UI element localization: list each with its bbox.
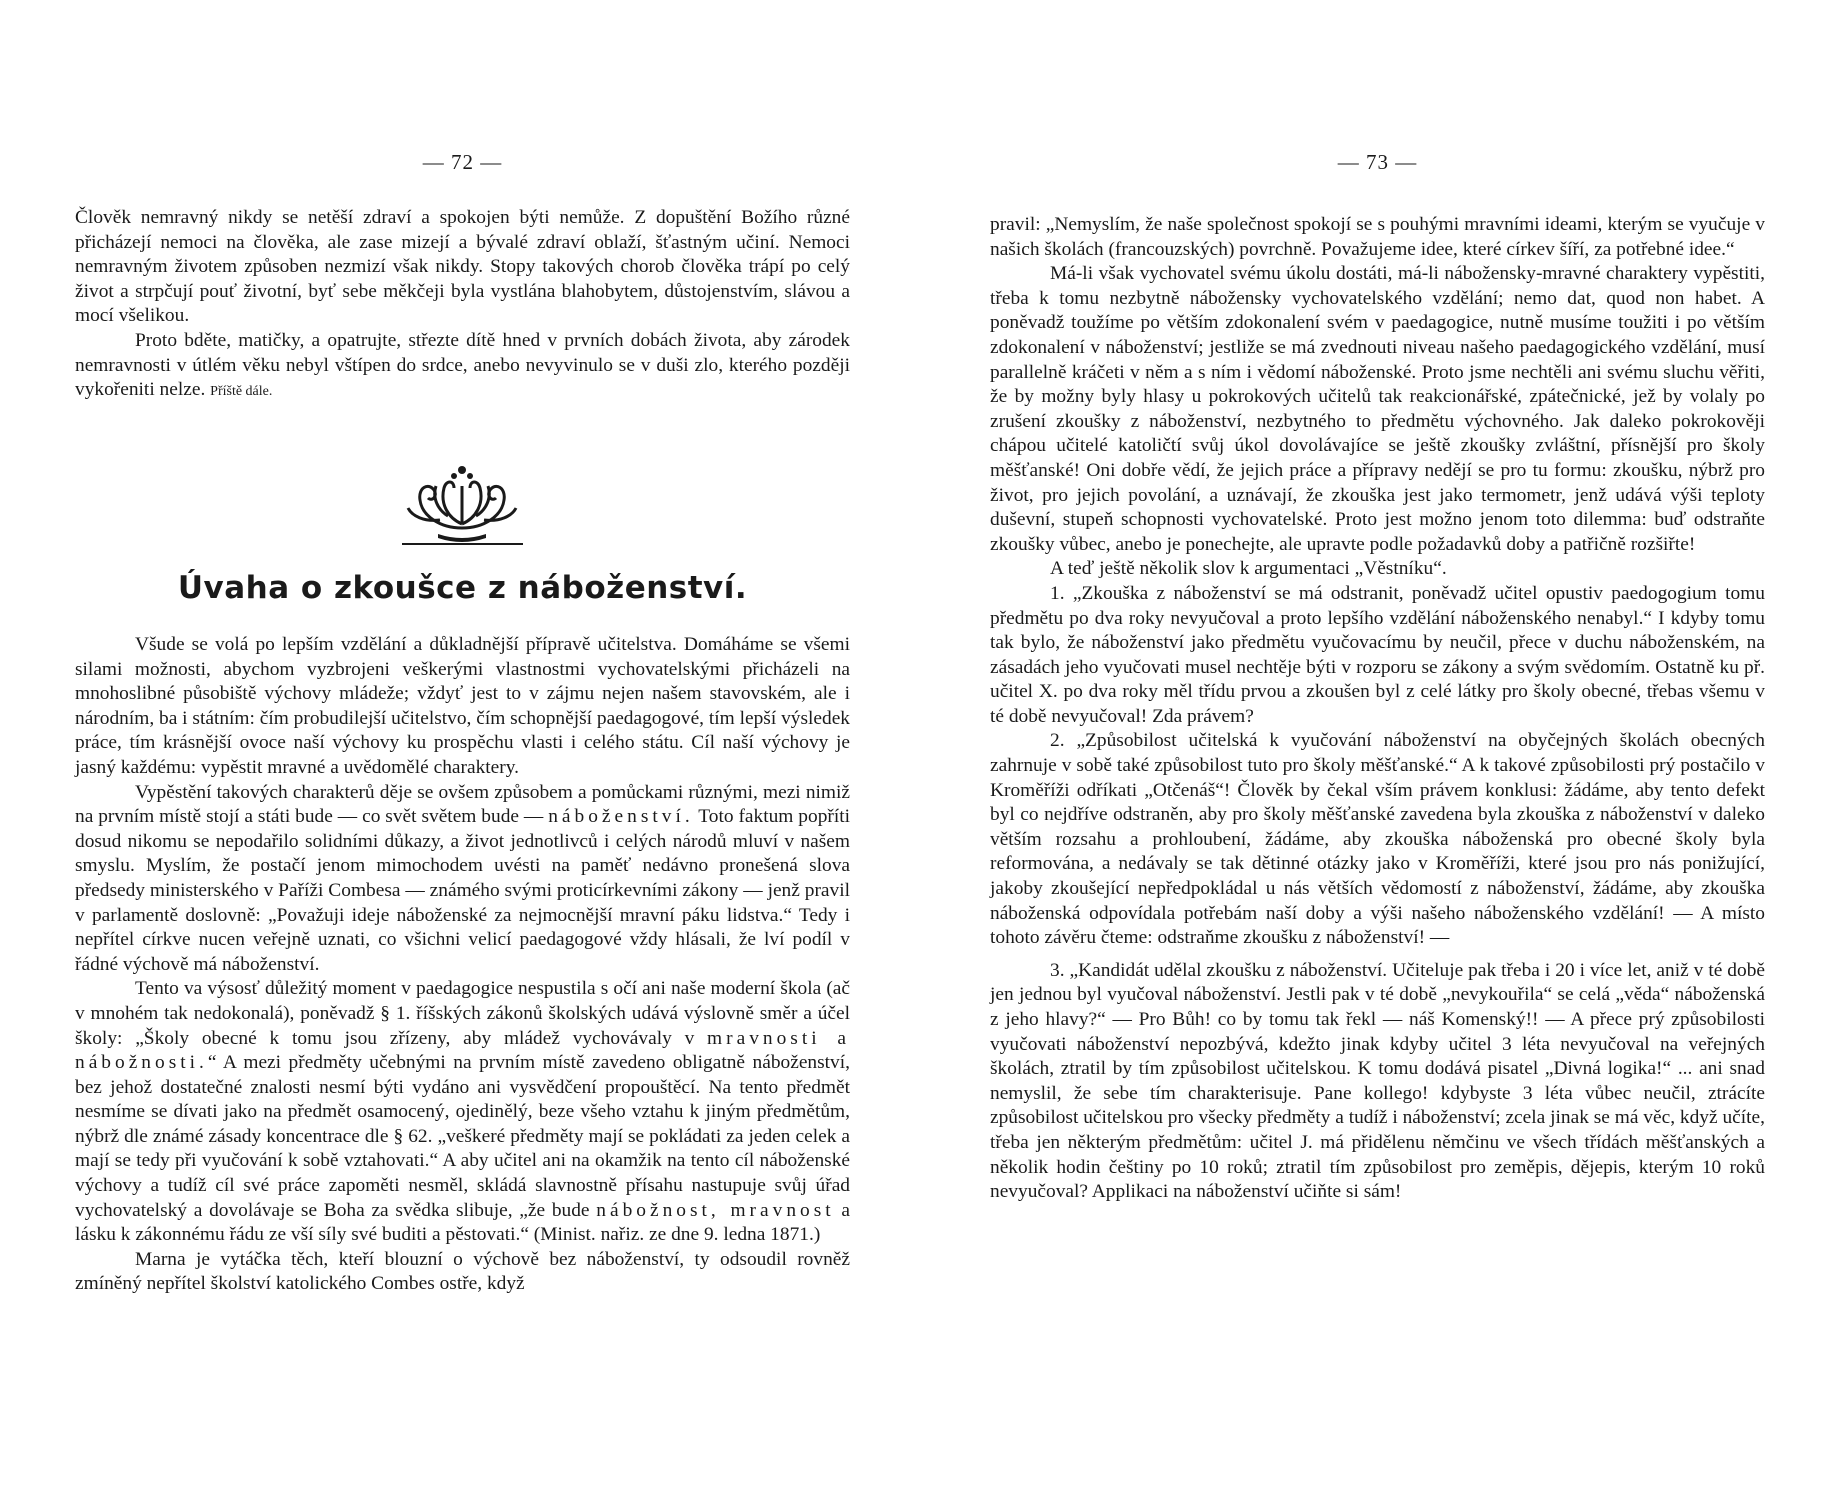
paragraph: 3. „Kandidát udělal zkoušku z náboženství. Učiteluje pak třeba i 20 i více let, aniž v té době jen jednou byl vyučoval náboženství. Jestli pak v té době „nevykouřila“ se celá „věda“ náboženská z jeho hlavy?“ — Pro Bůh! co by tomu tak řekl — náš Komenský!! — A přece prý způsobilosti vyučovati náboženství nepozbývá, kdežto jinak kdyby učitel 3 léta nevyučoval na veřejných školách, ztratil by tím způsobilost učitelskou. K tomu dodává pisatel „Divná logika!“ ... ani snad nemyslil, že sebe tím charakterisuje. Pane kollego! kdybyste 3 léta vůbec neučil, ztrácíte způsobilost učitelskou pro všecky předměty a tudíž i náboženství; zcela jinak se má věc, když učíte, třeba jen některým předmětům: učitel J. má přidělenu němčinu ve všech třídách měšťanských a několik hodin češtiny po 10 roků; ztratil tím způsobilost pro zeměpis, dějepis, kterým 10 roků nevyučoval? Applikaci na náboženství učiňte si sám! xyxy=(990,959,1765,1203)
continued-note: Příště dále. xyxy=(210,384,273,400)
floral-ornament-icon xyxy=(400,458,525,548)
paragraph: Má-li však vychovatel svému úkolu dostáti, má-li nábožensky-mravné charaktery vypěstiti, třeba k tomu nezbytně nábožensky vychovatelského vzdělání; nemo dat, quod non habet. A poněvadž toužíme po větším zdokonalení svém v paedagogice, nutně musíme toužiti i po větším zdokonalení v náboženství; jestliže se má zvednouti niveau našeho paedagogického vzdělání, musí parallelně kráčeti v něm a s ním i vědomí náboženské. Proto jsme nechtěli ani svému sluchu věřiti, že by možny byly hlasy u pokrokových učitelů tak reakcionářské, zpátečnické, jež by volaly po zrušení zkoušky z náboženství, nezbytného to předmětu výchovného. Jak daleko pokrokověji chápou učitelé katoličtí svůj úkol dovolávajíce se ještě zkoušky zvláštní, přísnější pro školy měšťanské! Oni dobře vědí, že jejich práce a přípravy nedějí se pro tu formu: zkoušku, nýbrž pro život, pro jejich povolání, a uznávají, že zkouška jest jako termometr, jenž udává výši teploty duševní, stupeň schopnosti vychovatelské. Proto jest možno jenom toto dilemma: buď odstraňte zkoušky vůbec, anebo je ponechejte, ale upravte podle požadavků doby a patřičně rozšiřte! xyxy=(990,263,1765,555)
right-article-text xyxy=(990,213,1765,1205)
paragraph-text: Tento va výsosť důležitý moment v paedagogice nespustila s očí ani naše moderní škola (ač v mnohém tak nedokonalá), poněvadž § 1. říšských zákonů školských udává výslovně směr a účel školy: „Školy obecné k tomu jsou zřízeny, aby mládež vychovávaly v xyxy=(75,978,850,1049)
emphasized-text: náboženství. xyxy=(548,806,694,828)
emphasized-text: mravnosti a nábožnosti. xyxy=(75,1027,850,1074)
paragraph: Člověk nemravný nikdy se netěší zdraví a spokojen býti nemůže. Z dopuštění Božího různé přicházejí nemoci na člověka, ale zase mizejí a bývalé zdraví oblaží, šťastným učiní. Nemoci nemravným životem způsoben nezmizí však nikdy. Stopy takových chorob člověka trápí po celý život a strpčují pouť životní, byť sebe měkčeji byla vystlána blahobytem, důstojenstvím, slávou a mocí všelikou. xyxy=(75,207,850,327)
paragraph-text: “ A mezi předměty učebnými na prvním místě zavedeno obligatně náboženství, bez jehož dostatečné znalosti nesmí býti vydáno ani vysvědčení propouštěcí. Na tento předmět nesmíme se dívati jako na předmět osamocený, ojedinělý, beze všeho vztahu k jiným předmětům, nýbrž dle známé zásady koncentrace dle § 62. „veškeré předměty mají se pokládati za jeden celek a mají se tedy při vyučování k sobě vztahovati.“ A aby učitel ani na okamžik na tento cíl náboženské výchovy a tudíž cíl své práce zapoměti nesměl, skládá slavnostně přísahu nastupuje svůj úřad vychovatelský a dovolávaje se Boha za svědka slibuje, „že bude xyxy=(75,1052,850,1221)
paragraph: Marna je vytáčka těch, kteří blouzní o výchově bez náboženství, ty odsoudil rovněž zmíněný nepřítel školství katolického Combes ostře, když xyxy=(75,1248,850,1295)
paragraph xyxy=(75,329,850,405)
paragraph-text: Toto faktum popříti dosud nikomu se nepodařilo solidními důkazy, a život jednotlivců i celých národů mluví v našem smyslu. Myslím, že postačí jenom mimochodem uvésti na paměť nedávno pronešená slova předsedy ministerského v Paříži Combesa — známého svými proticírkevními zákony — jenž pravil v parlamentě doslovně: „Považuji ideje náboženské za nejmocnější mravní páku lidstva.“ Tedy i nepřítel církve nucen veřejně uznati, co všichni velicí paedagogové vždy hlásali, že lví podíl v řádné výchově má náboženství. xyxy=(75,806,851,975)
article-title: Úvaha o zkoušce z náboženství. xyxy=(177,570,748,606)
emphasized-text: nábožnost, mravnost xyxy=(596,1199,835,1221)
page-number-left: — 72 — xyxy=(422,150,503,174)
paragraph: pravil: „Nemyslím, že naše společnost spokojí se s pouhými mravními ideami, kterým se vyučuje v našich školách (francouzských) povrchně. Považujeme idee, které církev šíří, za potřebné idee.“ xyxy=(990,214,1765,260)
paragraph: Všude se volá po lepším vzdělání a důkladnější přípravě učitelstva. Domáháme se všemi silami možnosti, abychom vyzbrojeni veškerými vlastnostmi vychovatelskými přicházeli na mnohoslibné působiště výchovy mládeže; vždyť jest to v zájmu nejen našem stavovském, ale i národním, ba i státním: čím probudilejší učitelstvo, čím schopnější paedagogové, tím lepší výsledek práce, tím krásnější ovoce naší výchovy ku prospěchu vlasti i celého státu. Cíl naší výchovy je jasný každému: vypěstit mravné a uvědomělé charaktery. xyxy=(75,634,850,778)
page-number-right: — 73 — xyxy=(1337,150,1418,174)
paragraph: 1. „Zkouška z náboženství se má odstranit, poněvadž učitel opustiv paedogogium tomu předmětu po dva roky nevyučoval a proto lepšího vzdělání náboženského nenabyl.“ I kdyby tomu tak bylo, že náboženství jako předmětu vyučovacímu by neučil, přece v duchu náboženském, na zásadách jeho vyučovati musel nechtěje býti v rozporu se zákony a svým svědomím. Ostatně ku př. učitel X. po dva roky měl třídu prvou a zkoušen byl z celé látky pro školy obecné, třebas všemu v té době nevyučoval! Zda právem? xyxy=(990,582,1765,727)
left-top-text xyxy=(75,206,850,405)
paragraph xyxy=(75,781,850,978)
left-article-text xyxy=(75,633,850,1297)
paragraph: 2. „Způsobilost učitelská k vyučování náboženství na obyčejných školách obecných zahrnuje v sobě také způsobilost tuto pro školy měšťanské.“ A k takové způsobilosti prý postačilo v Kroměříži odříkati „Otčenáš“! Člověk by čekal vším právem konklusi: žádáme, aby tento defekt byl co nejdříve odstraněn, aby pro školy měšťanské zavedena byla zkouška z náboženství v daleko větším rozsahu a prohloubení, žádáme, aby zkouška náboženská pro obecné školy byla reformována, a nedávaly se tak dětinné otázky jako v Kroměříži, které jsou pro nás ponižující, jakoby zkoušející nepředpokládal u nás větších vědomostí z náboženství, žádáme, aby zkouška náboženská odpovídala potřebám naší doby a výši našeho náboženského vzdělání! — A místo tohoto závěru čteme: odstraňme zkoušku z náboženství! — xyxy=(990,730,1765,949)
paragraph xyxy=(75,977,850,1248)
paragraph-text: Proto bděte, matičky, a opatrujte, střezte dítě hned v prvních dobách života, aby zárodek nemravnosti v útlém věku nebyl vštípen do srdce, anebo nevyvinulo se v duši zlo, kterého později vykořeniti nelze. xyxy=(75,329,850,401)
paragraph: A teď ještě několik slov k argumentaci „Věstníku“. xyxy=(1050,558,1447,580)
paragraph-text: a lásku k zákonnému řádu ze vší síly své buditi a pěstovati.“ (Minist. nařiz. ze dne 9. ledna 1871.) xyxy=(75,1199,850,1246)
paragraph-text: Vypěstění takových charakterů děje se ovšem způsobem a pomůckami různými, mezi nimiž na prvním místě stojí a státi bude — co svět světem bude — xyxy=(75,781,850,828)
